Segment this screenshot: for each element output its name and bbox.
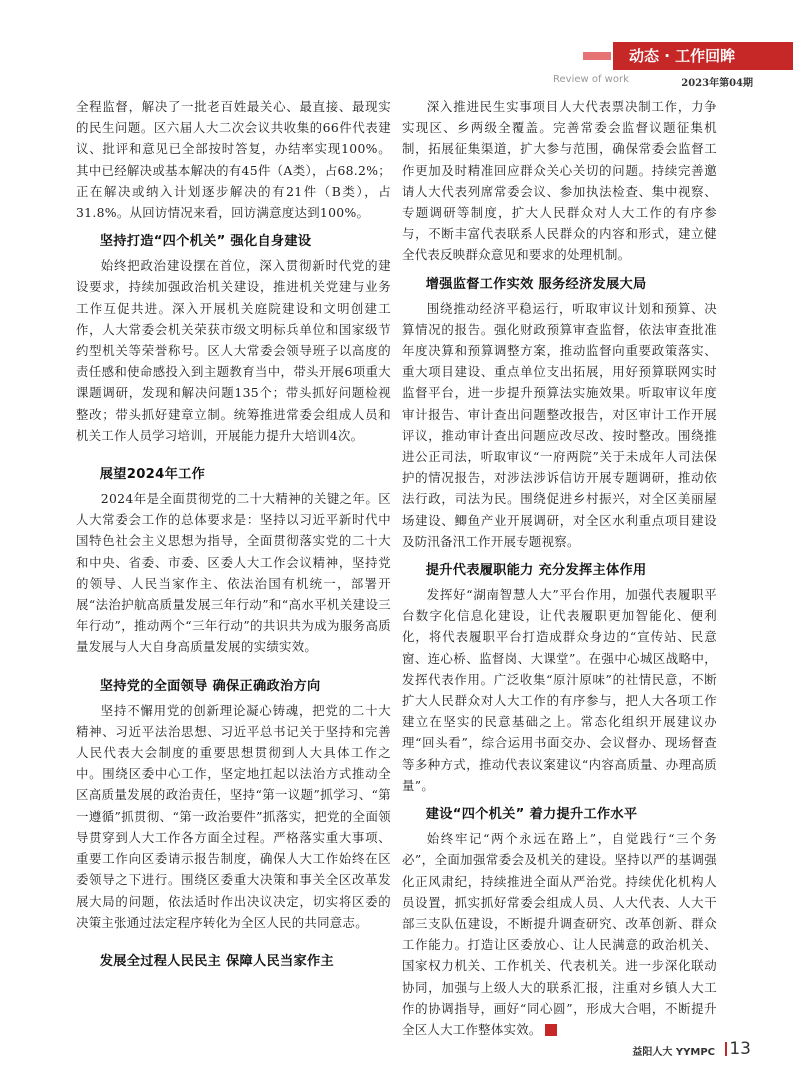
paragraph-text: 始终牢记“两个永远在路上”，自觉践行“三个务必”，全面加强常委会及机关的建设。坚持以严的基调强化正风肃纪，持续推进全面从严治党。持续优化机构人员设置，抓实抓好常委会组成人员、人大代表、人大干部三支队伍建设，不断提升调查研究、改革创新、群众工作能力。打造让区委放心、让人民满意的政治机关、国家权力机关、工作机关、代表机关。进一步深化联动协同，加强与上级人大的联系汇报，注重对乡镇人大工作的协调指导，画好“同心圆”，形成大合唱，不断提升全区人大工作整体实效。 <box>402 831 717 1037</box>
publication-name: 益阳人大 YYMPC <box>632 1047 715 1058</box>
paragraph: 坚持不懈用党的创新理论凝心铸魂，把党的二十大精神、习近平法治思想、习近平总书记关于坚持和完善人民代表大会制度的重要思想贯彻到人大具体工作之中。围绕区委中心工作，坚定地扛起以法治方式推动全区高质量发展的政治责任，坚持“第一议题”抓学习、“第一遵循”抓贯彻、“第一政治要件”抓落实，把党的全面领导贯穿到人大工作各方面全过程。严格落实重大事项、重要工作向区委请示报告制度，确保人大工作始终在区委领导之下进行。围绕区委重大决策和事关全区改革发展大局的问题，依法适时作出决议决定，切实将区委的决策主张通过法定程序转化为全区人民的共同意志。 <box>76 702 391 930</box>
paragraph: 围绕推动经济平稳运行，听取审议计划和预算、决算情况的报告。强化财政预算审查监督，依法审查批准年度决算和预算调整方案，推动监督向重要政策落实、重大项目建设、重点单位支出拓展，用好预算联网实时监督平台，进一步提升预算法实施效果。听取审议年度审计报告、审计查出问题整改报告，对区审计工作开展评议，推动审计查出问题应改尽改、按时整改。围绕推进公正司法，听取审议“一府两院”关于未成年人司法保护的情况报告，对涉法涉诉信访开展专题调研，推动依法行政，司法为民。围绕促进乡村振兴，对全区美丽屋场建设、鲫鱼产业开展调研，对全区水利重点项目建设及防汛备汛工作开展专题视察。 <box>402 300 717 549</box>
paragraph: 发挥好“湖南智慧人大”平台作用，加强代表履职平台数字化信息化建设，让代表履职更加智能化、便利化，将代表履职平台打造成群众身边的“宣传站、民意窗、连心桥、监督岗、大课堂”。在强中心城区战略中，发挥代表作用。广泛收集“原汁原味”的社情民意，不断扩大人民群众对人大工作的有序参与，把人大各项工作建立在坚实的民意基础之上。常态化组织开展建议办理“回头看”，综合运用书面交办、会议督办、现场督查等多种方式，推动代表议案建议“内容高质量、办理高质量”。 <box>402 587 717 793</box>
section-heading: 展望2024年工作 <box>99 467 206 483</box>
page-header <box>553 36 793 89</box>
paragraph: 深入推进民生实事项目人大代表票决制工作，力争实现区、乡两级全覆盖。完善常委会监督议题征集机制，拓展征集渠道，扩大参与范围，确保常委会监督工作更加及时精准回应群众关心关切的问题。持续完善邀请人大代表列席常委会议、参加执法检查、集中视察、专题调研等制度，扩大人民群众对人大工作的有序参与，不断丰富代表联系人民群众的内容和形式，建立健全代表反映群众意见和要求的处理机制。 <box>402 99 717 263</box>
paragraph: 全程监督，解决了一批老百姓最关心、最直接、最现实的民生问题。区六届人大二次会议共收集的66件代表建议、批评和意见已全部按时答复，办结率实现100%。其中已经解决或基本解决的有45件（A类），占68.2%；正在解决或纳入计划逐步解决的有21件（B类），占31.8%。从回访情况来看，回访满意度达到100%。 <box>76 99 391 221</box>
paragraph: 2024年是全面贯彻党的二十大精神的关键之年。区人大常委会工作的总体要求是：坚持以习近平新时代中国特色社会主义思想为指导，全面贯彻落实党的二十大和中央、省委、市委、区委人大工作会议精神，坚持党的领导、人民当家作主、依法治国有机统一，部署开展“法治护航高质量发展三年行动”和“高水平机关建设三年行动”，推动两个“三年行动”的共识共为成为服务高质量发展与人大自身高质量发展的实绩实效。 <box>76 491 391 655</box>
section-english-title: Review of work <box>553 74 629 85</box>
paragraph: 始终把政治建设摆在首位，深入贯彻新时代党的建设要求，持续加强政治机关建设，推进机关党建与业务工作互促共进。深入开展机关庭院建设和文明创建工作，人大常委会机关荣获市级文明标兵单位和国家级节约型机关等荣誉称号。区人大常委会领导班子以高度的责任感和使命感投入到主题教育当中，带头开展6项重大课题调研，发现和解决问题135个；带头抓好问题检视整改；带头抓好建章立制。统筹推进常委会组成人员和机关工作人员学习培训，开展能力提升大培训4次。 <box>76 258 391 443</box>
left-column <box>76 96 391 975</box>
section-heading: 坚持打造“四个机关” 强化自身建设 <box>99 234 312 250</box>
right-column <box>402 96 717 1040</box>
section-heading: 发展全过程人民民主 保障人民当家作主 <box>99 953 334 969</box>
issue-label: 2023年第04期 <box>681 78 753 89</box>
page-number: 13 <box>729 1039 751 1059</box>
header-accent-bar <box>583 52 611 60</box>
paragraph <box>402 828 717 1040</box>
section-heading: 坚持党的全面领导 确保正确政治方向 <box>99 678 321 694</box>
section-heading: 提升代表履职能力 充分发挥主体作用 <box>425 563 647 579</box>
page-footer <box>593 1037 793 1061</box>
section-title: 动态 · 工作回眸 <box>613 42 793 70</box>
end-mark-icon: 人 <box>545 1024 557 1036</box>
section-heading: 增强监督工作实效 服务经济发展大局 <box>425 276 647 292</box>
footer-divider <box>725 1042 727 1056</box>
section-heading: 建设“四个机关” 着力提升工作水平 <box>425 807 638 823</box>
header-subline <box>553 74 753 92</box>
